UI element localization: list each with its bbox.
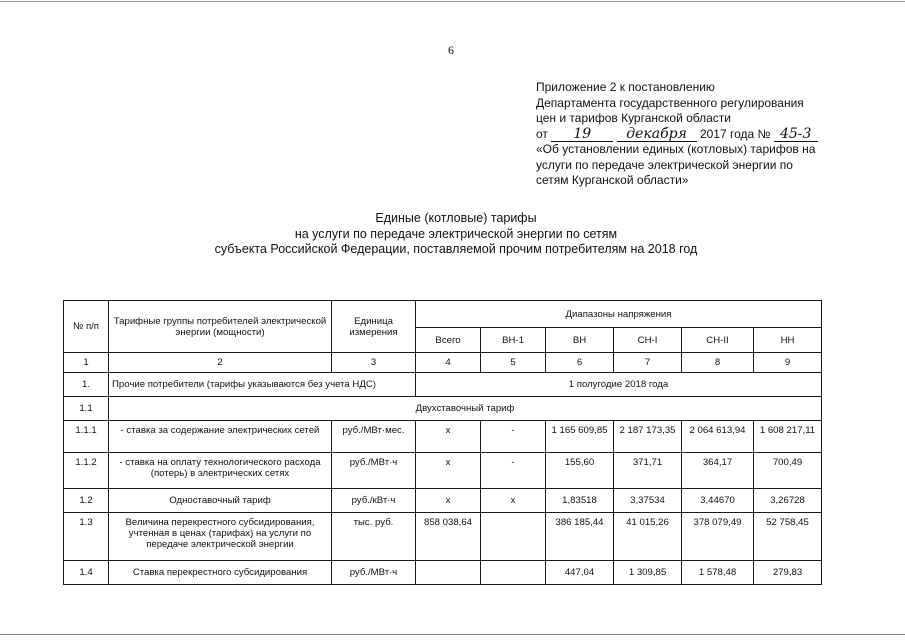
handwritten-day: 19 — [551, 128, 613, 142]
appendix-line-1: Приложение 2 к постановлению — [536, 80, 715, 94]
row-value: 386 185,44 — [546, 513, 614, 561]
row-value: 378 079,49 — [682, 513, 754, 561]
scan-edge-top — [0, 1, 905, 2]
row-unit: руб./МВт·ч — [332, 453, 416, 489]
appendix-quote-3: сетям Курганской области» — [536, 173, 689, 187]
row-value: - — [481, 453, 546, 489]
row-num: 1.4 — [64, 561, 109, 585]
index-cell: 8 — [682, 353, 754, 373]
header-groups: Тарифные группы потребителей электрической энергии (мощности) — [109, 301, 332, 353]
table-row — [64, 489, 822, 513]
index-cell: 7 — [614, 353, 682, 373]
row-unit: тыс. руб. — [332, 513, 416, 561]
row-num: 1.2 — [64, 489, 109, 513]
row-value: 447,04 — [546, 561, 614, 585]
page-number: 6 — [448, 43, 454, 57]
row-unit: руб./кВт·ч — [332, 489, 416, 513]
row-name: Одноставочный тариф — [109, 489, 332, 513]
row-value: 1 309,85 — [614, 561, 682, 585]
header-col-nn: НН — [754, 328, 822, 353]
row-value: 1 165 609,85 — [546, 421, 614, 453]
from-label: от — [536, 126, 548, 141]
appendix-line-3: цен и тарифов Курганской области — [536, 111, 731, 125]
row-value: х — [416, 421, 481, 453]
section-num: 1. — [64, 373, 109, 397]
row-value: 3,26728 — [754, 489, 822, 513]
index-cell: 9 — [754, 353, 822, 373]
section-label: Прочие потребители (тарифы указываются без учета НДС) — [109, 373, 416, 397]
row-value: 2 064 613,94 — [682, 421, 754, 453]
header-col-sn1: СН-I — [614, 328, 682, 353]
row-value: 155,60 — [546, 453, 614, 489]
row-name: - ставка на оплату технологического расхода (потерь) в электрических сетях — [109, 453, 332, 489]
row-value: 52 758,45 — [754, 513, 822, 561]
index-row — [64, 353, 822, 373]
table-row — [64, 561, 822, 585]
header-row-1 — [64, 301, 822, 328]
header-unit: Единица измерения — [332, 301, 416, 353]
row-value — [481, 513, 546, 561]
appendix-date-line — [536, 127, 866, 143]
title-line-1: Единые (котловые) тарифы — [375, 211, 537, 225]
row-value: 371,71 — [614, 453, 682, 489]
row-num: 1.3 — [64, 513, 109, 561]
table-row — [64, 453, 822, 489]
row-value — [416, 561, 481, 585]
index-cell: 2 — [109, 353, 332, 373]
section-row — [64, 373, 822, 397]
row-value: - — [481, 421, 546, 453]
table-row — [64, 513, 822, 561]
header-col-total: Всего — [416, 328, 481, 353]
appendix-header — [536, 80, 866, 189]
subsection-row — [64, 397, 822, 421]
row-value: х — [416, 489, 481, 513]
year-label: 2017 года № — [699, 126, 771, 141]
header-col-sn2: СН-II — [682, 328, 754, 353]
title-line-3: субъекта Российской Федерации, поставляемой прочим потребителям на 2018 год — [214, 242, 698, 256]
row-value: 1 578,48 — [682, 561, 754, 585]
appendix-quote-1: «Об установлении единых (котловых) тарифов на — [536, 142, 816, 156]
row-value: 279,83 — [754, 561, 822, 585]
header-num: № п/п — [64, 301, 109, 353]
scan-edge-bottom — [0, 634, 905, 635]
header-col-vn: ВН — [546, 328, 614, 353]
row-value — [481, 561, 546, 585]
index-cell: 5 — [481, 353, 546, 373]
row-value: 1,83518 — [546, 489, 614, 513]
header-col-vn1: ВН-1 — [481, 328, 546, 353]
row-value: 1 608 217,11 — [754, 421, 822, 453]
appendix-quote-2: услуги по передаче электрической энергии по — [536, 157, 793, 172]
row-value: 364,17 — [682, 453, 754, 489]
row-name: Ставка перекрестного субсидирования — [109, 561, 332, 585]
row-value: 3,37534 — [614, 489, 682, 513]
row-unit: руб./МВт·ч — [332, 561, 416, 585]
row-value: 41 015,26 — [614, 513, 682, 561]
row-value: 700,49 — [754, 453, 822, 489]
row-name: Величина перекрестного субсидирования, учтенная в ценах (тарифах) на услуги по передаче электрической энергии — [109, 513, 332, 561]
row-value: 3,44670 — [682, 489, 754, 513]
row-num: 1.1.1 — [64, 421, 109, 453]
row-value: х — [416, 453, 481, 489]
index-cell: 3 — [332, 353, 416, 373]
handwritten-number: 45-3 — [774, 128, 818, 142]
row-value: 858 038,64 — [416, 513, 481, 561]
row-name: - ставка за содержание электрических сетей — [109, 421, 332, 453]
row-value: 2 187 173,35 — [614, 421, 682, 453]
appendix-line-2: Департамента государственного регулирования — [536, 95, 804, 110]
title-line-2: на услуги по передаче электрической энергии по сетям — [294, 226, 618, 241]
header-ranges: Диапазоны напряжения — [416, 301, 822, 328]
index-cell: 6 — [546, 353, 614, 373]
tariff-table — [63, 300, 822, 585]
subsection-num: 1.1 — [64, 397, 109, 421]
index-cell: 1 — [64, 353, 109, 373]
row-unit: руб./МВт·мес. — [332, 421, 416, 453]
document-title — [150, 211, 762, 258]
row-num: 1.1.2 — [64, 453, 109, 489]
table-row — [64, 421, 822, 453]
section-period: 1 полугодие 2018 года — [416, 373, 822, 397]
index-cell: 4 — [416, 353, 481, 373]
row-value: х — [481, 489, 546, 513]
handwritten-month: декабря — [617, 128, 697, 142]
subsection-label: Двухставочный тариф — [109, 397, 822, 421]
